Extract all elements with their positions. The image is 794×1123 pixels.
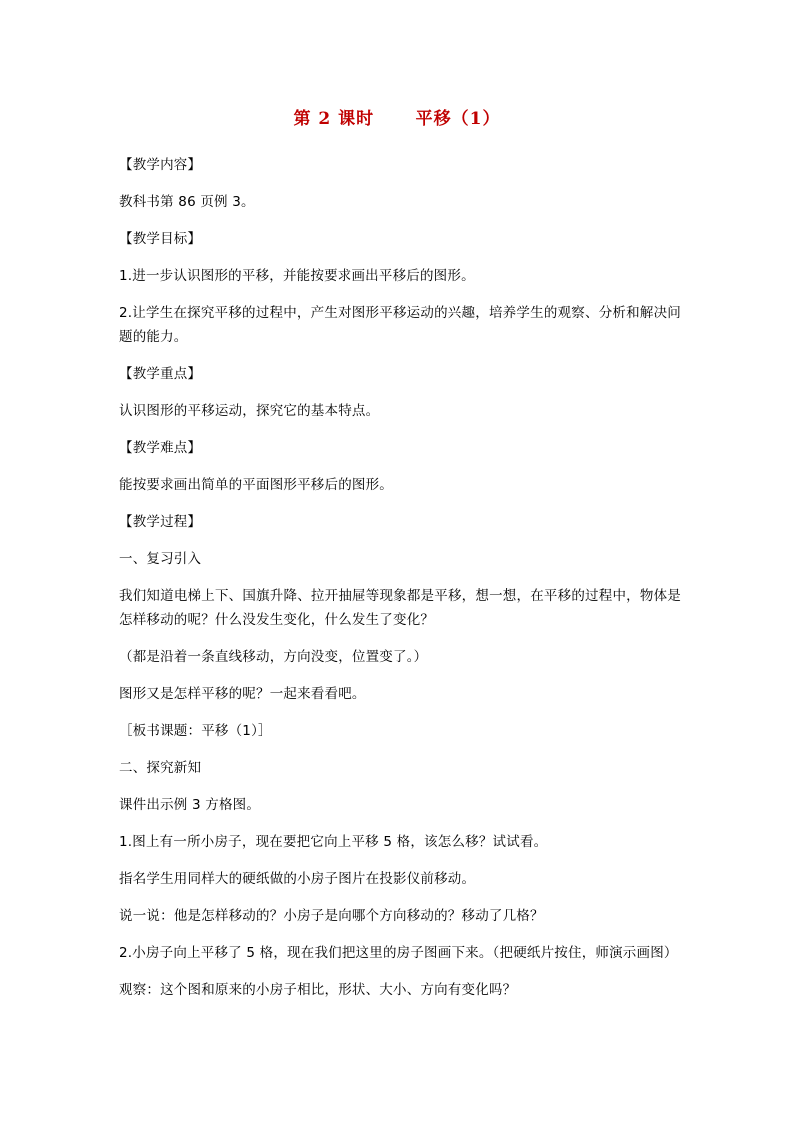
paragraph-task-2: 2.小房子向上平移了 5 格，现在我们把这里的房子图画下来。（把硬纸片按住，师演示画图）: [119, 945, 678, 961]
lesson-title: [0, 104, 794, 129]
paragraph-task-1: 1.图上有一所小房子，现在要把它向上平移 5 格，该怎么移？试试看。: [119, 834, 548, 850]
subheading-review: 一、复习引入: [119, 551, 202, 567]
paragraph-observe: 观察：这个图和原来的小房子相比，形状、大小、方向有变化吗？: [119, 982, 517, 998]
paragraph-textbook-ref: 教科书第 86 页例 3。: [119, 194, 255, 210]
paragraph-goal-1: 1.进一步认识图形的平移，并能按要求画出平移后的图形。: [119, 268, 475, 284]
document-body: [119, 153, 681, 1015]
section-heading-process: 【教学过程】: [119, 514, 202, 530]
paragraph-student-demo: 指名学生用同样大的硬纸做的小房子图片在投影仪前移动。: [119, 871, 476, 887]
paragraph-goal-2: 2.让学生在探究平移的过程中，产生对图形平移运动的兴趣，培养学生的观察、分析和解决问题的能力。: [119, 305, 681, 345]
paragraph-key-points: 认识图形的平移运动，探究它的基本特点。: [119, 403, 380, 419]
paragraph-courseware: 课件出示例 3 方格图。: [119, 797, 261, 813]
lesson-topic: 平移（1）: [415, 109, 501, 129]
paragraph-review-question: 我们知道电梯上下、国旗升降、拉开抽屉等现象都是平移，想一想，在平移的过程中，物体是怎样移动的呢？什么没发生变化，什么发生了变化？: [119, 588, 681, 628]
paragraph-difficulties: 能按要求画出简单的平面图形平移后的图形。: [119, 477, 393, 493]
paragraph-review-answer: （都是沿着一条直线移动，方向没变，位置变了。）: [119, 649, 428, 665]
section-heading-key-points: 【教学重点】: [119, 366, 202, 382]
section-heading-difficulties: 【教学难点】: [119, 440, 202, 456]
paragraph-transition: 图形又是怎样平移的呢？一起来看看吧。: [119, 686, 366, 702]
section-heading-content: 【教学内容】: [119, 157, 202, 173]
subheading-explore: 二、探究新知: [119, 760, 202, 776]
section-heading-goals: 【教学目标】: [119, 231, 202, 247]
paragraph-board-title: ［板书课题：平移（1）］: [119, 723, 272, 739]
paragraph-discussion: 说一说：他是怎样移动的？小房子是向哪个方向移动的？移动了几格？: [119, 908, 544, 924]
lesson-number: 第 2 课时: [293, 109, 375, 129]
